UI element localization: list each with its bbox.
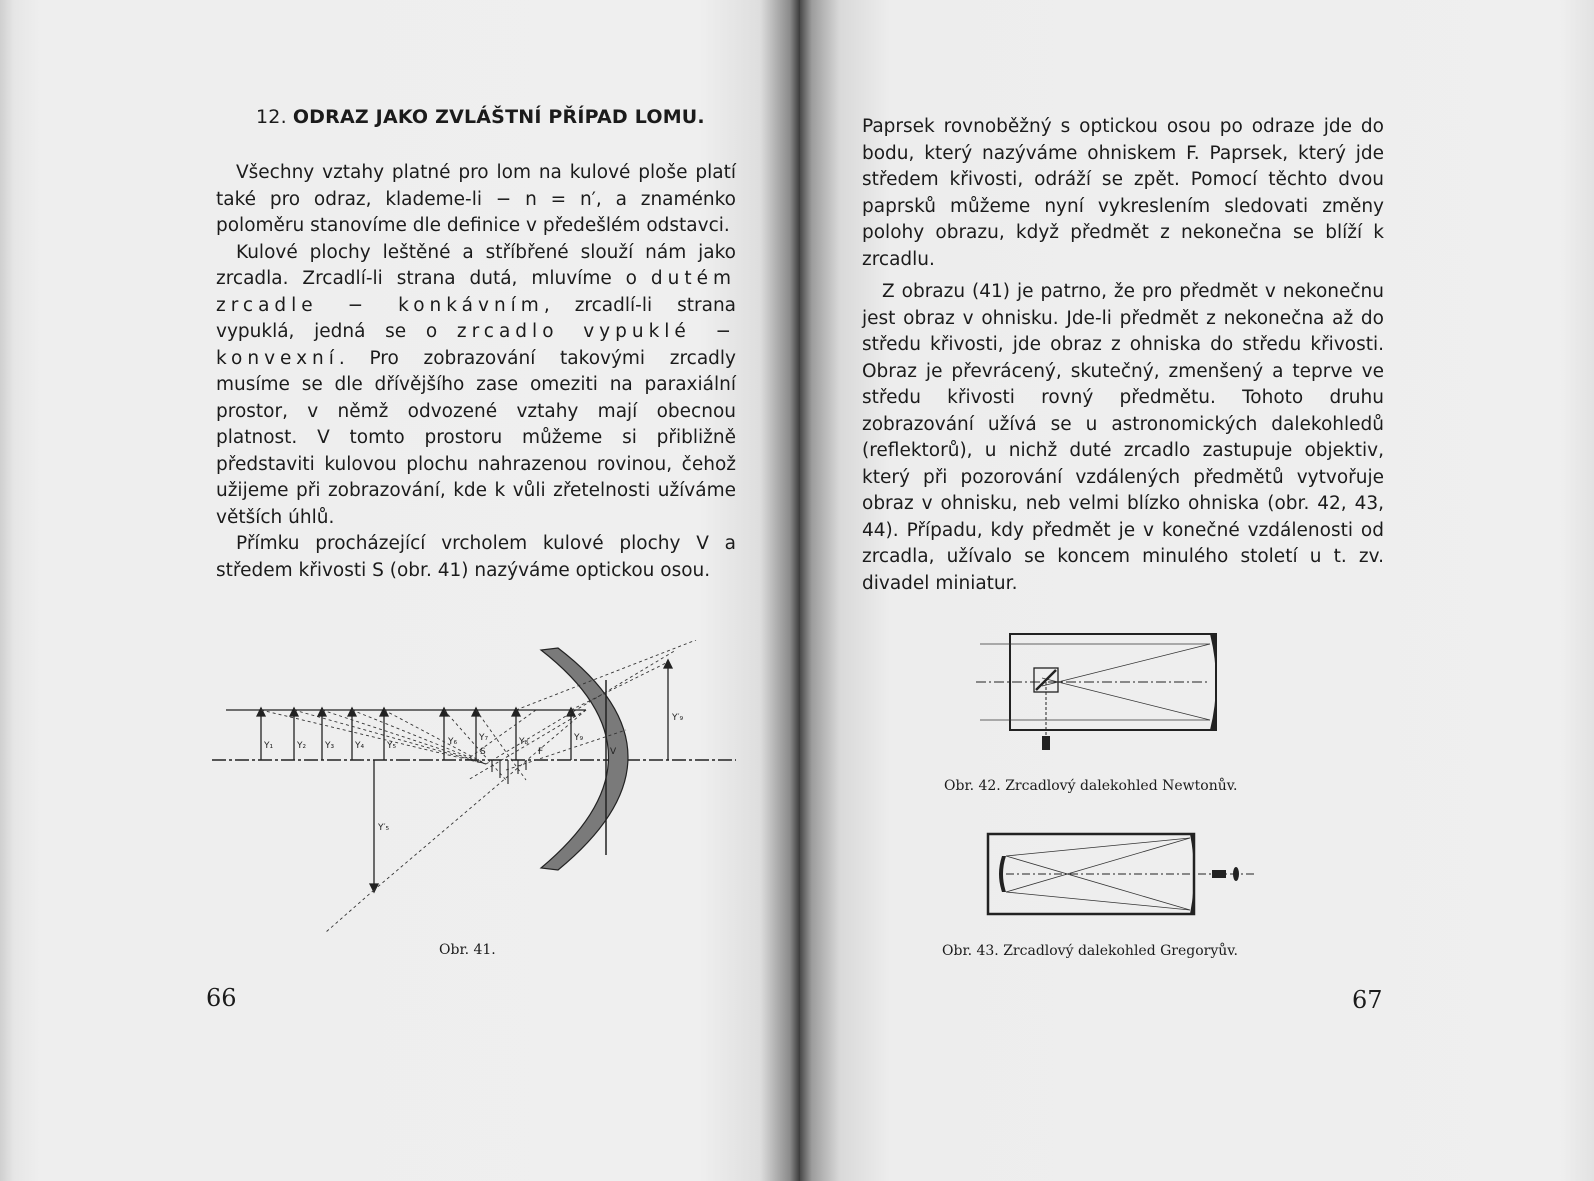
label-y5-prime: Y′₅ xyxy=(378,823,390,833)
label-f: F xyxy=(538,747,544,757)
section-title: ODRAZ JAKO ZVLÁŠTNÍ PŘÍPAD LOMU. xyxy=(292,106,705,128)
paragraph-2-part-e: . Pro zobrazování takovými zrcadly musíme se dle dřívějšího zase omeziti na paraxiální prostor, v němž odvozené vztahy mají obecnou platnost. V tomto prostoru můžeme si přibližně představiti kulovou plochu nahrazenou rovinou, čehož užijeme při zobrazování, kde k vůli zřetelnosti užíváme větších úhlů. xyxy=(216,347,736,528)
label-y3: Y₃ xyxy=(325,741,335,751)
eyepiece xyxy=(1212,870,1226,878)
telescope-tube xyxy=(1010,634,1216,730)
term-concave-mirror: dutém zrcadle − konkávním xyxy=(216,268,736,316)
figure-43-caption: Obr. 43. Zrcadlový dalekohled Gregoryův. xyxy=(942,943,1238,959)
paragraph-2-part-a: Kulové plochy leštěné a stříbřené slouží nám jako zrcadla. Zrcadlí-li strana dutá, mluvíme o xyxy=(216,241,736,289)
figure-43-diagram xyxy=(984,826,1264,926)
right-paragraph-2: Z obrazu (41) je patrno, že pro předmět v nekonečnu jest obraz v ohnisku. Jde-li předmět z nekonečna až do středu křivosti, jde obraz z ohniska do středu křivosti. Obraz je převrácený, skutečný, zmenšený a teprve ve středu křivosti rovný předmětu. Tohoto druhu zobrazování užívá se u astronomických dalekohledů (reflektorů), u nichž duté zrcadlo zastupuje objektiv, který při pozorování vzdálených předmětů vytvořuje obraz v ohnisku, neb velmi blízko ohniska (obr. 42, 43, 44). Případu, kdy předmět je v konečné vzdálenosti od zrcadla, užívalo se koncem minulého století u t. zv. divadel miniatur. xyxy=(862,281,1384,594)
paragraph-3: Přímku procházející vrcholem kulové plochy V a středem křivosti S (obr. 41) nazýváme optickou osou. xyxy=(216,533,736,581)
figure-41-diagram xyxy=(206,640,746,940)
figure-42-caption: Obr. 42. Zrcadlový dalekohled Newtonův. xyxy=(944,778,1238,794)
section-number: 12. xyxy=(256,106,287,128)
eyepiece xyxy=(1042,736,1050,750)
right-body-text xyxy=(862,114,1384,603)
eyepiece-lens xyxy=(1233,867,1239,881)
label-v: V xyxy=(610,747,617,757)
right-paragraph-1: Paprsek rovnoběžný s optickou osou po odraze jde do bodu, který nazýváme ohniskem F. Paprsek, který jde středem křivosti, odráží se zpět. Pomocí těchto dvou paprsků můžeme nyní vykreslením sledovati změny polohy obrazu, když předmět z nekonečna se blíží k zrcadlu. xyxy=(862,116,1384,270)
label-y4: Y₄ xyxy=(355,741,365,751)
left-body-text xyxy=(216,160,736,584)
label-y7: Y₇ xyxy=(479,733,489,743)
page-number-right: 67 xyxy=(1352,986,1383,1014)
secondary-mirror xyxy=(999,856,1006,892)
paragraph-2-part-c: , zrcadlí-li strana vypuklá, jedná se o xyxy=(216,294,737,342)
label-y6: Y₆ xyxy=(448,737,458,747)
label-y5: Y₅ xyxy=(387,741,397,751)
figure-42-diagram xyxy=(970,628,1270,758)
concave-mirror xyxy=(541,648,628,870)
label-y1: Y₁ xyxy=(264,741,274,751)
term-convex-mirror: zrcadlo vypuklé − konvexní xyxy=(216,321,737,369)
label-y9: Y₉ xyxy=(574,733,584,743)
section-heading xyxy=(256,106,705,128)
figure-41-caption: Obr. 41. xyxy=(439,942,496,958)
paragraph-2 xyxy=(216,240,736,532)
page-number-left: 66 xyxy=(206,984,237,1012)
label-y2: Y₂ xyxy=(297,741,307,751)
label-s: S xyxy=(480,747,486,757)
paragraph-1: Všechny vztahy platné pro lom na kulové ploše platí také pro odraz, klademe-li − n = n′, a znaménko poloměru stanovíme dle definice v předešlém odstavci. xyxy=(216,162,736,236)
label-y8: Y₈ xyxy=(519,737,529,747)
label-y9-prime: Y′₉ xyxy=(672,713,684,723)
